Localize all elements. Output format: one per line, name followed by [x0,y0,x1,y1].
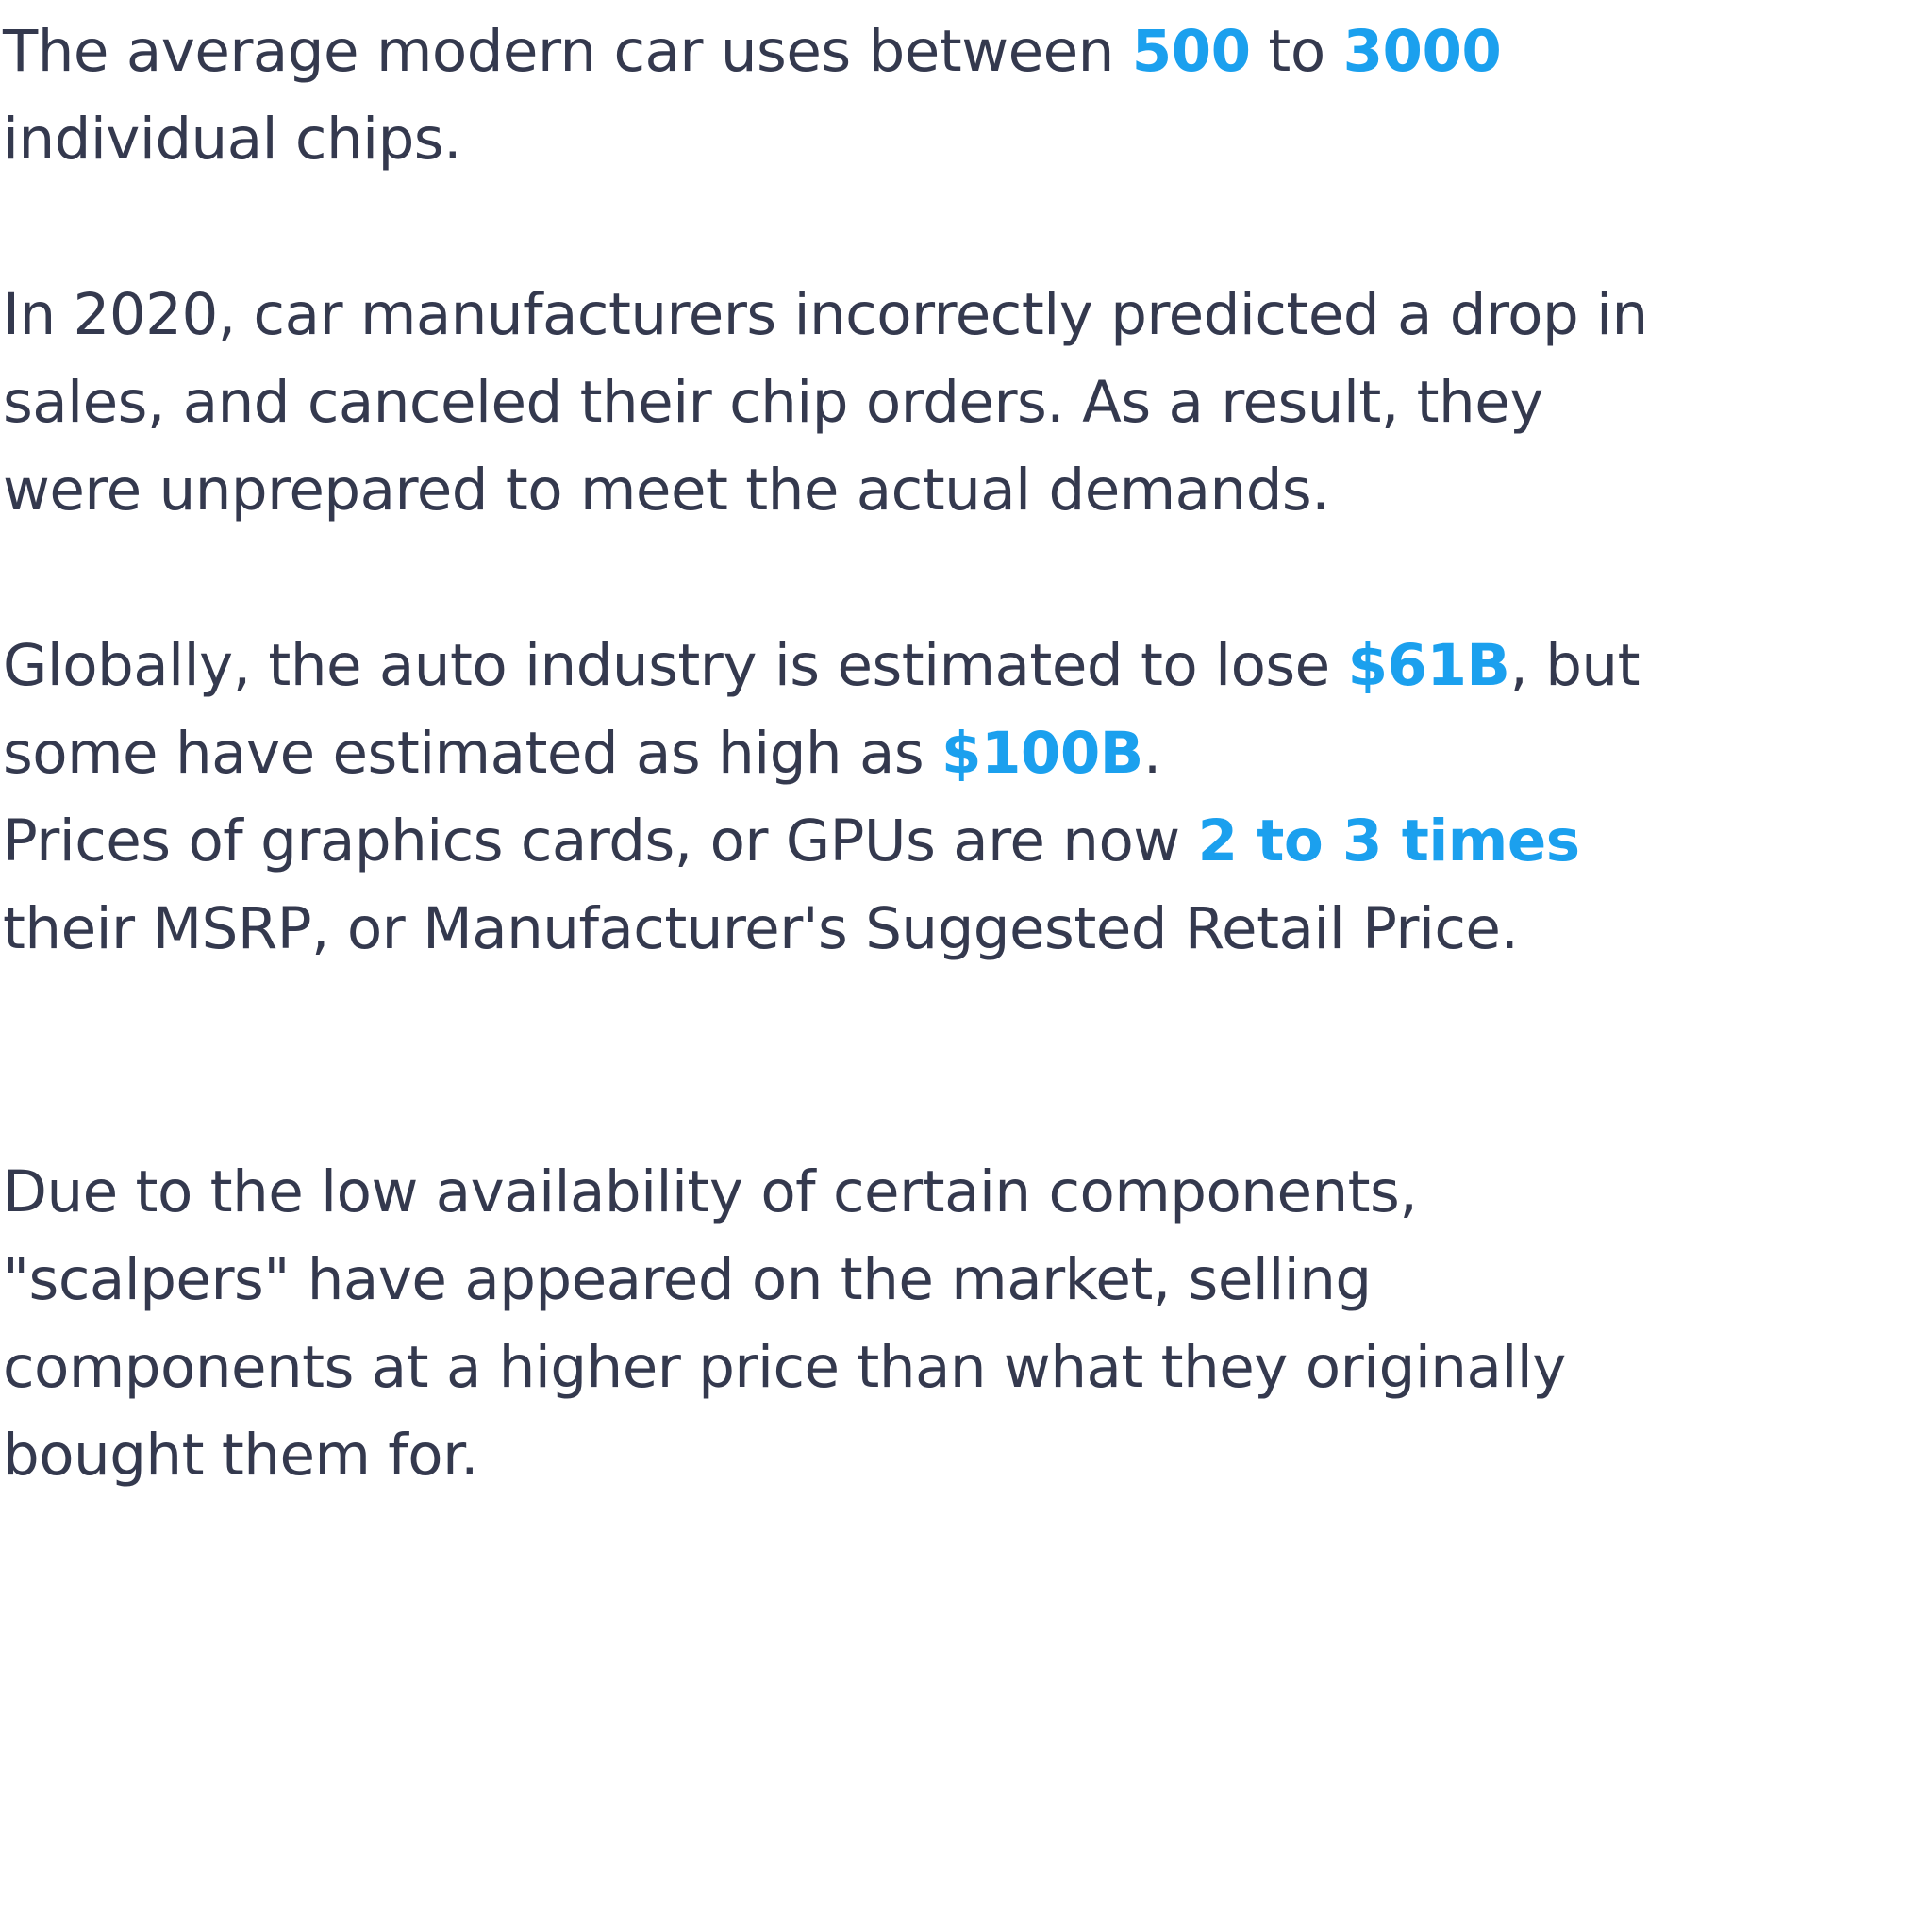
losses-text-3: . [1142,720,1161,787]
chips-max-highlight: 3000 [1342,18,1502,85]
paragraph-scalpers [3,1148,1654,1499]
spacer [3,534,1932,622]
orders-text: In 2020, car manufacturers incorrectly predicted a drop in sales, and canceled their chip orders. As a result, they were unprepared to meet the actual demands. [3,281,1648,524]
gpus-text-2: their MSRP, or Manufacturer's Suggested Retail Price. [3,895,1519,962]
paragraph-car-chips [3,8,1654,183]
loss-high-estimate-highlight: $100B [941,720,1143,787]
losses-text-1: Globally, the auto industry is estimated to lose [3,632,1348,699]
loss-estimate-highlight: $61B [1347,632,1510,699]
chips-text-2: to [1250,18,1343,85]
chips-min-highlight: 500 [1131,18,1251,85]
paragraph-chip-orders [3,271,1654,534]
scalpers-text: Due to the low availability of certain components, "scalpers" have appeared on the market, selling components at a higher price than what they originally bought them for. [3,1158,1566,1489]
spacer [3,183,1932,271]
chips-text-1: The average modern car uses between [3,18,1132,85]
spacer [3,973,1932,1148]
paragraph-industry-losses [3,622,1654,797]
chips-text-3: individual chips. [3,106,461,173]
losses-text-2: , but some have estimated as high as [3,632,1641,787]
gpu-multiplier-highlight: 2 to 3 times [1197,808,1580,874]
paragraph-gpu-prices [3,797,1654,973]
gpus-text-1: Prices of graphics cards, or GPUs are now [3,808,1198,874]
